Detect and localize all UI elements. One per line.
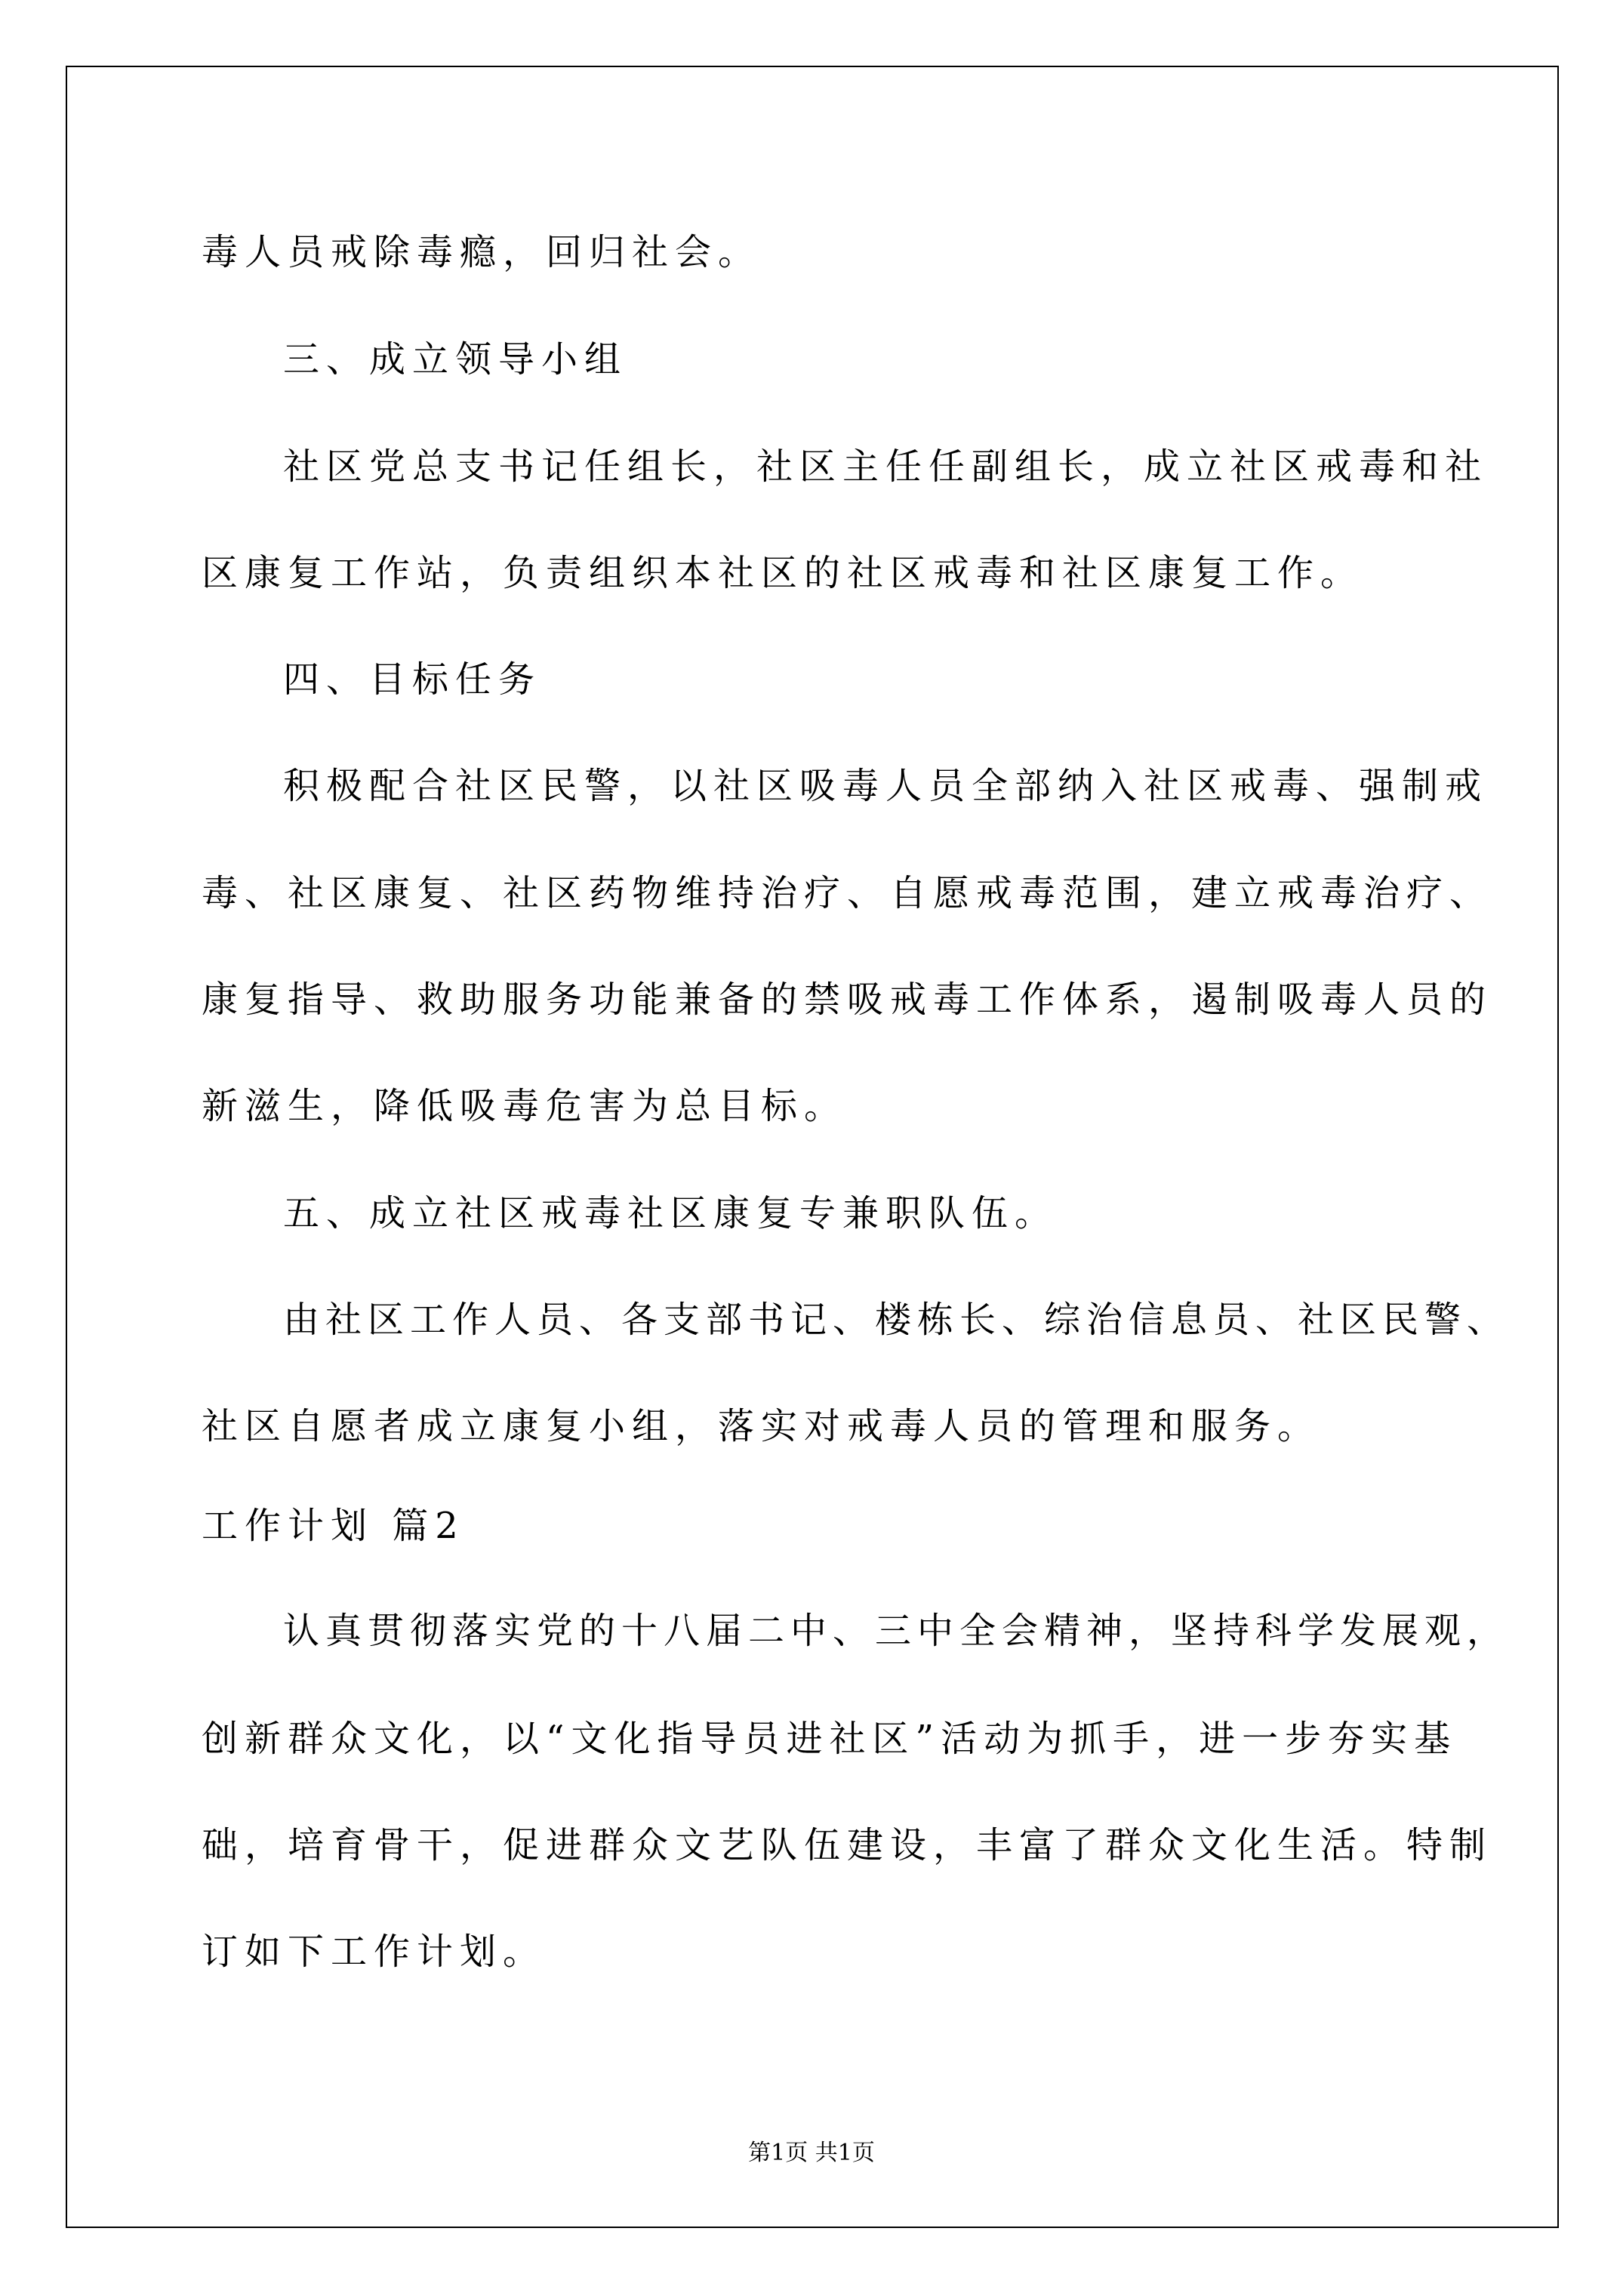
section-heading-5: 五、成立社区戒毒社区康复专兼职队伍。	[283, 1192, 1058, 1234]
plan-title: 工作计划 篇2	[202, 1505, 465, 1547]
section-heading-3: 三、成立领导小组	[283, 338, 628, 381]
body-line-6: 积极配合社区民警，以社区吸毒人员全部纳入社区戒毒、强制戒	[283, 765, 1489, 807]
body-line-1: 毒人员戒除毒瘾，回归社会。	[202, 231, 762, 273]
body-line-7: 毒、社区康复、社区药物维持治疗、自愿戒毒范围，建立戒毒治疗、	[202, 872, 1493, 914]
body-line-9: 新滋生，降低吸毒危害为总目标。	[202, 1085, 848, 1127]
body-line-16: 础，培育骨干，促进群众文艺队伍建设，丰富了群众文化生活。特制	[202, 1824, 1493, 1866]
section-heading-4: 四、目标任务	[283, 658, 542, 701]
body-line-11: 由社区工作人员、各支部书记、楼栋长、综治信息员、社区民警、	[283, 1299, 1510, 1341]
body-line-12: 社区自愿者成立康复小组，落实对戒毒人员的管理和服务。	[202, 1405, 1321, 1447]
page-footer: 第1页 共1页	[748, 2140, 875, 2166]
body-line-8: 康复指导、救助服务功能兼备的禁吸戒毒工作体系，遏制吸毒人员的	[202, 978, 1493, 1021]
page-border	[66, 66, 1559, 2228]
body-line-14: 认真贯彻落实党的十八届二中、三中全会精神，坚持科学发展观，	[283, 1610, 1510, 1652]
body-line-15: 创新群众文化，以“文化指导员进社区”活动为抓手，进一步夯实基	[202, 1718, 1458, 1760]
body-line-3: 社区党总支书记任组长，社区主任任副组长，成立社区戒毒和社	[283, 445, 1489, 488]
body-line-4: 区康复工作站，负责组织本社区的社区戒毒和社区康复工作。	[202, 552, 1364, 594]
body-line-17: 订如下工作计划。	[202, 1931, 547, 1973]
